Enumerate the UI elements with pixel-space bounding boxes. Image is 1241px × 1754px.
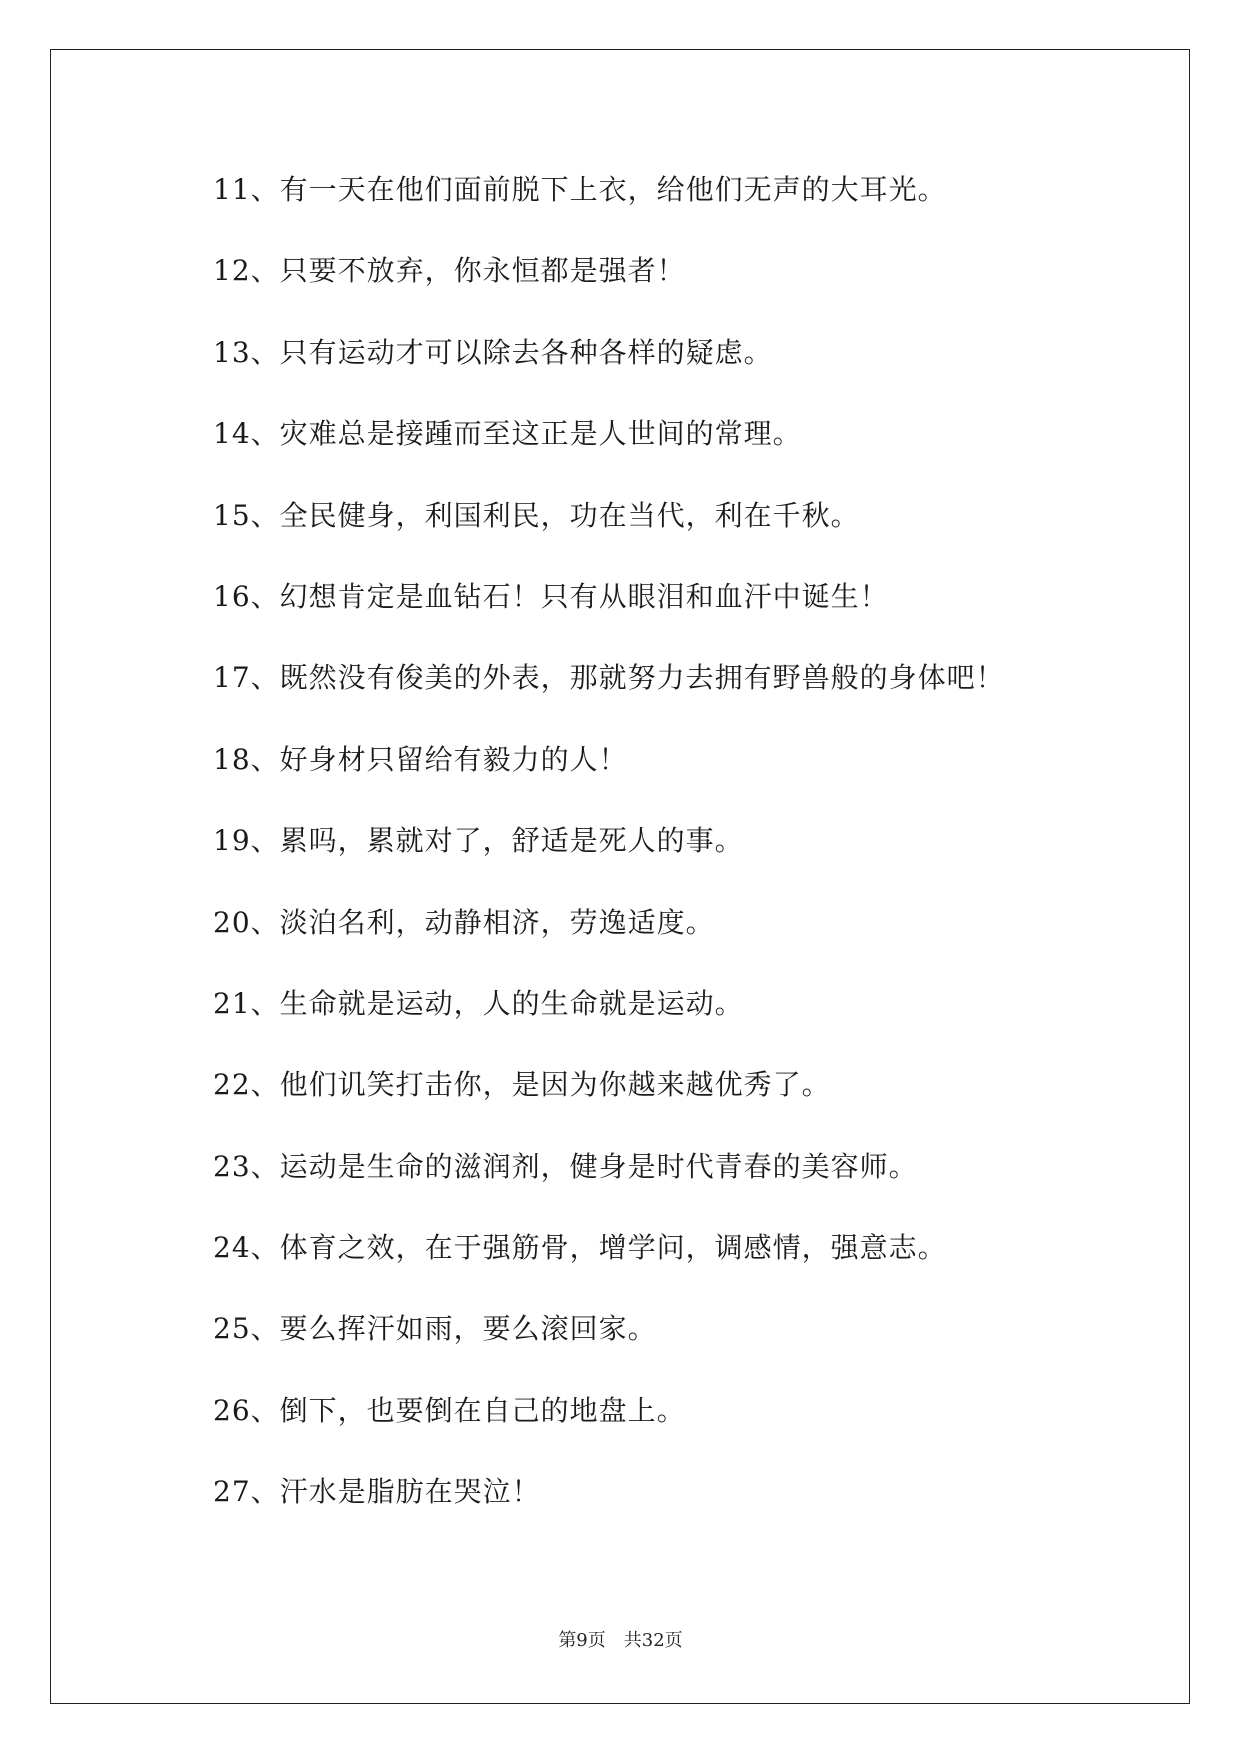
page-number-total: 共32页 <box>623 1630 683 1651</box>
page-footer <box>0 1626 1241 1652</box>
list-item: 13、只有运动才可以除去各种各样的疑虑。 <box>213 335 773 369</box>
list-item: 25、要么挥汗如雨，要么滚回家。 <box>213 1312 657 1346</box>
list-item: 14、灾难总是接踵而至这正是人世间的常理。 <box>213 417 802 451</box>
list-item: 17、既然没有俊美的外表，那就努力去拥有野兽般的身体吧！ <box>213 661 1005 695</box>
list-item: 22、他们讥笑打击你，是因为你越来越优秀了。 <box>213 1068 831 1102</box>
list-item: 21、生命就是运动，人的生命就是运动。 <box>213 986 744 1020</box>
list-item: 11、有一天在他们面前脱下上衣，给他们无声的大耳光。 <box>213 173 947 206</box>
list-item: 16、幻想肯定是血钻石！只有从眼泪和血汗中诞生！ <box>213 579 889 613</box>
list-item: 18、好身材只留给有毅力的人！ <box>213 742 628 776</box>
list-item: 20、淡泊名利，动静相济，劳逸适度。 <box>213 905 715 939</box>
list-item: 15、全民健身，利国利民，功在当代，利在千秋。 <box>213 498 860 532</box>
list-item: 19、累吗，累就对了，舒适是死人的事。 <box>213 824 744 858</box>
list-item: 27、汗水是脂肪在哭泣！ <box>213 1475 541 1509</box>
list-item: 24、体育之效，在于强筋骨，增学问，调感情，强意志。 <box>213 1231 947 1265</box>
list-item: 23、运动是生命的滋润剂，健身是时代青春的美容师。 <box>213 1149 918 1183</box>
list-item: 12、只要不放弃，你永恒都是强者！ <box>213 254 686 288</box>
quote-list <box>213 170 1113 1554</box>
page-number-current: 第9页 <box>558 1630 606 1651</box>
list-item: 26、倒下，也要倒在自己的地盘上。 <box>213 1393 686 1427</box>
